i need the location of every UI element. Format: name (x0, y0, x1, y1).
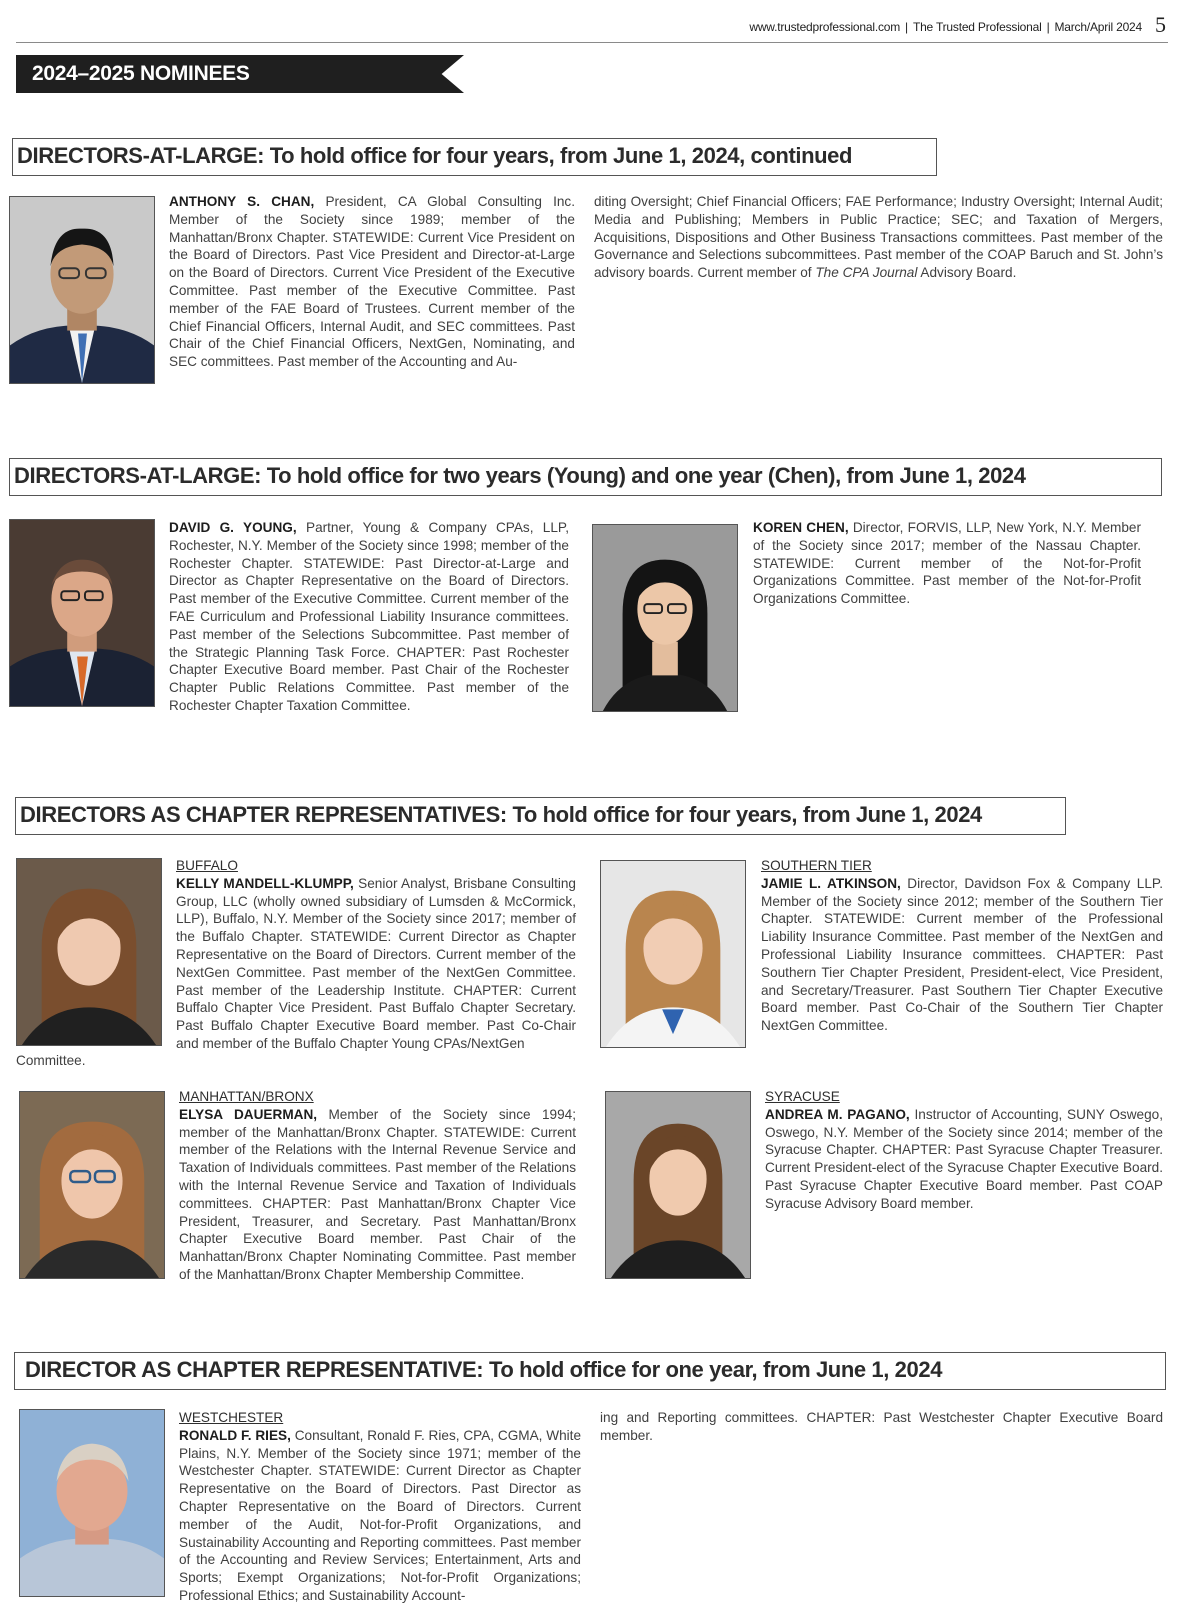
bio-anthony-chan-part2: diting Oversight; Chief Financial Officers; FAE Performance; Industry Oversight; Internal Audit; Media and Publishing; Members in Public Practice; SEC; and Taxation of Mergers, Acquisitions, Dispositions and Other Business Transactions committees. Past member of the Governance and Selections subcommittees. Past member of the COAP Baruch and St. John’s advisory boards. Current member of The CPA Journal Advisory Board. (594, 194, 1163, 281)
nominee-name: ELYSA DAUERMAN, (179, 1106, 318, 1122)
header-publication: The Trusted Professional (912, 20, 1042, 34)
nominee-name: KELLY MANDELL-KLUMPP, (176, 875, 354, 891)
header-divider (16, 42, 1168, 43)
chapter-label-manhattan-bronx: MANHATTAN/BRONX (179, 1089, 314, 1104)
nominee-name: ANDREA M. PAGANO, (765, 1106, 910, 1122)
bio-jamie-atkinson: SOUTHERN TIER JAMIE L. ATKINSON, Director, Davidson Fox & Company LLP. Member of the Society since 2012; member of the Southern Tier Chapter. STATEWIDE: Current member of the Professional Liability Insurance Committee. Past member of the NextGen and Professional Liability Insurance committees. CHAPTER: Past Southern Tier Chapter President, President-elect, Vice President, and Secretary/Treasurer. Past Southern Tier Chapter Executive Board member. Past Co-Chair of the Southern Tier Chapter NextGen Committee. (761, 858, 1163, 1034)
chapter-label-westchester: WESTCHESTER (179, 1410, 284, 1425)
page-number: 5 (1155, 12, 1166, 37)
photo-jamie-atkinson (600, 860, 746, 1048)
header-url: www.trustedprofessional.com (749, 20, 901, 34)
section-heading-directors-chapter-reps-four-years: DIRECTORS AS CHAPTER REPRESENTATIVES: To hold office for four years, from June 1, 2024 (15, 797, 1066, 835)
bio-david-young: DAVID G. YOUNG, Partner, Young & Company CPAs, LLP, Rochester, N.Y. Member of the Society since 1998; member of the Rochester Chapter. STATEWIDE: Past Director-at-Large and Director as Chapter Representative on the Board of Directors. Past member of the Executive Committee. Current member of the FAE Curriculum and Professional Liability Insurance committees. Past member of the Selections Subcommittee. Past member of the Strategic Planning Task Force. CHAPTER: Past Rochester Chapter Executive Board member. Past Chair of the Rochester Chapter Public Relations Committee. Past member of the Rochester Chapter Taxation Committee. (169, 520, 569, 713)
photo-kelly-mandell-klumpp (16, 858, 162, 1046)
nominee-name: DAVID G. YOUNG, (169, 520, 297, 535)
section-heading-directors-at-large-two-one-years: DIRECTORS-AT-LARGE: To hold office for two years (Young) and one year (Chen), from June 1, 2024 (9, 458, 1162, 496)
nominee-name: JAMIE L. ATKINSON, (761, 875, 901, 891)
header-issue: March/April 2024 (1054, 20, 1142, 34)
bio-andrea-pagano: SYRACUSE ANDREA M. PAGANO, Instructor of Accounting, SUNY Oswego, Oswego, N.Y. Member of the Society since 2014; member of the Syracuse Chapter. CHAPTER: Past Syracuse Chapter Treasurer. Current President-elect of the Syracuse Chapter Executive Board. Past Syracuse Chapter Executive Board member. Past COAP Syracuse Advisory Board member. (765, 1089, 1163, 1211)
chapter-label-southern-tier: SOUTHERN TIER (761, 858, 872, 873)
chapter-label-syracuse: SYRACUSE (765, 1089, 840, 1104)
nominee-name: KOREN CHEN, (753, 520, 849, 535)
bio-koren-chen: KOREN CHEN, Director, FORVIS, LLP, New York, N.Y. Member of the Society since 2017; member of the Nassau Chapter. STATEWIDE: Current member of the Not-for-Profit Organizations Committee. Past member of the Not-for-Profit Organizations Committee. (753, 520, 1142, 607)
chapter-label-buffalo: BUFFALO (176, 858, 238, 873)
bio-ronald-ries-part2: ing and Reporting committees. CHAPTER: Past Westchester Chapter Executive Board member. (600, 1410, 1163, 1443)
journal-title: The CPA Journal (815, 265, 918, 281)
section-heading-directors-at-large-four-years: DIRECTORS-AT-LARGE: To hold office for four years, from June 1, 2024, continued (12, 138, 937, 176)
nominee-name: ANTHONY S. CHAN, (169, 194, 315, 209)
page-header: www.trustedprofessional.com | The Trusted Professional | March/April 2024 (749, 20, 1142, 34)
section-heading-director-chapter-rep-one-year: DIRECTOR AS CHAPTER REPRESENTATIVE: To hold office for one year, from June 1, 2024 (14, 1352, 1166, 1390)
bio-kelly-mandell-klumpp: BUFFALO KELLY MANDELL-KLUMPP, Senior Analyst, Brisbane Consulting Group, LLC (wholly owned subsidiary of Lumsden & McCormick, LLP), Buffalo, N.Y. Member of the Society since 2017; member of the Buffalo Chapter. STATEWIDE: Current Director as Chapter Representative on the Board of Directors. Current member of the NextGen Committee. Past member of the NextGen Committee. Past member of the Leadership Institute. CHAPTER: Current Buffalo Chapter Vice President. Past Buffalo Chapter Secretary. Past Buffalo Chapter Executive Board member. Past Co-Chair and member of the Buffalo Chapter Young CPAs/NextGen (176, 858, 576, 1051)
photo-elysa-dauerman (19, 1091, 165, 1279)
photo-andrea-pagano (605, 1091, 751, 1279)
photo-ronald-ries (19, 1409, 165, 1597)
bio-anthony-chan-part1: ANTHONY S. CHAN, President, CA Global Consulting Inc. Member of the Society since 1989; member of the Manhattan/Bronx Chapter. STATEWIDE: Current Vice President on the Board of Directors. Past Vice President and Director-at-Large on the Board of Directors. Current Vice President of the Executive Committee. Past member of the Executive Committee. Past member of the FAE Board of Trustees. Current member of the Chief Financial Officers, Internal Audit, and SEC committees. Past Chair of the Chief Financial Officers, NextGen, Nominating, and SEC committees. Past member of the Accounting and Au- (169, 194, 575, 370)
photo-koren-chen (592, 524, 738, 712)
nominees-banner-title: 2024–2025 NOMINEES (32, 62, 250, 85)
photo-david-young (9, 519, 155, 707)
nominee-name: RONALD F. RIES, (179, 1427, 291, 1443)
bio-kelly-mandell-klumpp-tail: Committee. (16, 1053, 86, 1068)
photo-anthony-chan (9, 196, 155, 384)
bio-elysa-dauerman: MANHATTAN/BRONX ELYSA DAUERMAN, Member of the Society since 1994; member of the Manhattan/Bronx Chapter. STATEWIDE: Current member of the Relations with the Internal Revenue Service and Taxation of Individuals committees. Past member of the Relations with the Internal Revenue Service and Taxation of Individuals committees. CHAPTER: Past Manhattan/Bronx Chapter Vice President, Treasurer, and Secretary. Past Manhattan/Bronx Chapter Executive Board member. Past Chair of the Manhattan/Bronx Chapter Nominating Committee. Past member of the Manhattan/Bronx Chapter Membership Committee. (179, 1089, 576, 1282)
bio-ronald-ries-part1: WESTCHESTER RONALD F. RIES, Consultant, Ronald F. Ries, CPA, CGMA, White Plains, N.Y. Member of the Society since 1971; member of the Westchester Chapter. STATEWIDE: Current Director as Chapter Representative on the Board of Directors. Past Director as Chapter Representative on the Board of Directors. Current member of the Audit, Not-for-Profit Organizations, and Sustainability Accounting and Reporting committees. Past member of the Accounting and Review Services; Entertainment, Arts and Sports; Exempt Organizations; Not-for-Profit Organizations; Professional Ethics; and Sustainability Account- (179, 1410, 581, 1603)
